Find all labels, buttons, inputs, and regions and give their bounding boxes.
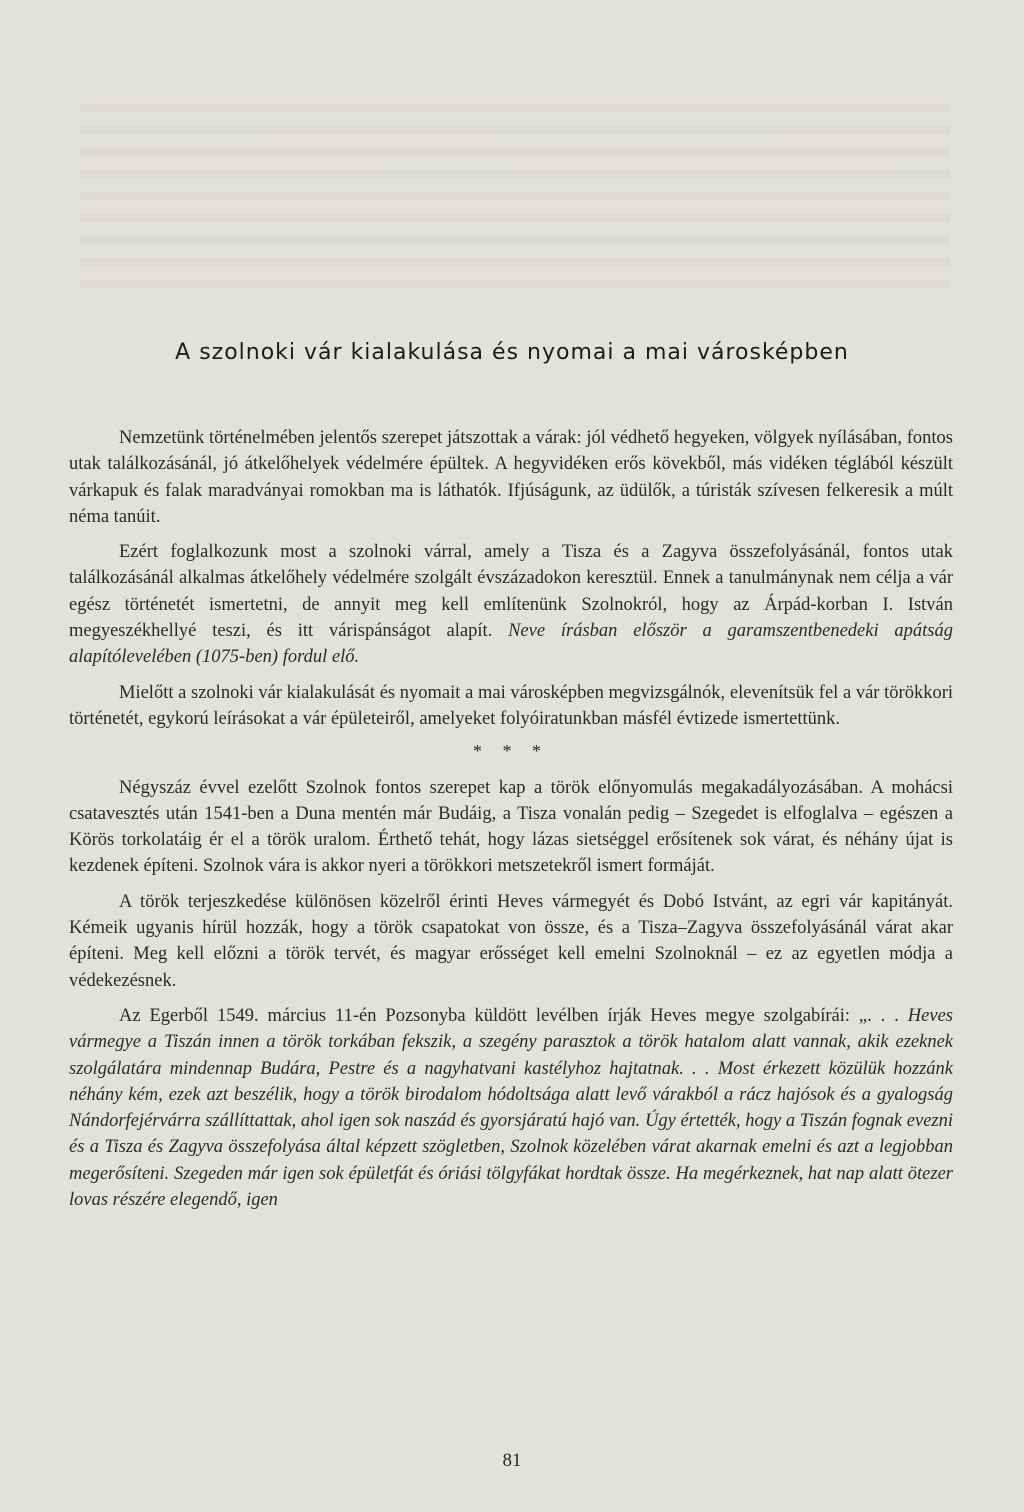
paragraph-4: Négyszáz évvel ezelőtt Szolnok fontos szerepet kap a török előnyomulás megakadályozásában. A mohácsi csatavesztés után 1541-ben a Duna mentén már Budáig, a Tisza vonalán pedig – Szegedet is elfoglalva – egészen a Körös torkolatáig ér el a török uralom. Érthető tehát, hogy lázas sietséggel erősítenek sok várat, és néhány újat is kezdenek építeni. Szolnok vára is akkor nyeri a törökkori metszetekről ismert formáját. [69, 777, 953, 877]
paragraph-6 [69, 1003, 953, 1213]
article-title: A szolnoki vár kialakulása és nyomai a mai városképben [175, 340, 849, 365]
paragraph-3: Mielőtt a szolnoki vár kialakulását és nyomait a mai városképben megvizsgálnók, elevenítsük fel a vár törökkori történetét, egykorú leírásokat a vár épületeiről, amelyeket folyóiratunkban másfél évtizede ismertettünk. [69, 682, 953, 729]
paragraph-6-quote: Heves vármegye a Tiszán innen a török torkában fekszik, a szegény parasztok a török hatalom alatt vannak, akik ezeknek szolgálatára mindennap Budára, Pestre és a nagyhatvani kastélyhoz hajtatnak. . . Most érkezett közülük hozzánk néhány kém, ezek azt beszélik, hogy a török birodalom hódoltsága alatt levő várakból a rácz hajósok és a gyalogság Nándorfejérvárra szállíttattak, ahol igen sok naszád és gyorsjáratú hajó van. Úgy értették, hogy a Tiszán fognak evezni és a Tisza és Zagyva összefolyása által képzett szögletben, Szolnok közelében várat akarnak emelni és azt a legjobban megerősíteni. Szegeden már igen sok épületfát és óriási tölgyfákat hordtak össze. Ha megérkeznek, hat nap alatt ötezer lovas részére elegendő, igen [69, 1005, 953, 1211]
paragraph-1: Nemzetünk történelmében jelentős szerepet játszottak a várak: jól védhető hegyeken, völgyek nyílásában, fontos utak találkozásánál, jó átkelőhelyek védelmére épültek. A hegyvidéken erős kövekből, más vidéken téglából készült várkapuk és falak maradványai romokban ma is láthatók. Ifjúságunk, az üdülők, a túristák szívesen felkeresik a múlt néma tanúit. [69, 428, 953, 527]
paragraph-2 [69, 539, 953, 670]
paragraph-2-italic: Neve írásban először a garamszentbenedeki apátság alapítólevelében (1075-ben) fordul elő. [69, 621, 953, 668]
paragraph-2-text: Ezért foglalkozunk most a szolnoki várral, amely a Tisza és a Zagyva összefolyásánál, fontos utak találkozásánál alkalmas átkelőhely védelmére szolgált évszázadokon keresztül. Ennek a tanulmánynak nem célja a vár egész történetét ismertetni, de annyit meg kell említenünk Szolnokról, hogy az Árpád-korban I. István megyeszékhellyé teszi, és itt várispánságot alapít. [69, 542, 953, 642]
paragraph-5: A török terjeszkedése különösen közelről érinti Heves vármegyét és Dobó Istvánt, az egri vár kapitányát. Kémeik ugyanis hírül hozzák, hogy a török csapatokat von össze, és a Tisza–Zagyva összefolyásánál várat akar építeni. Meg kell előzni a török tervét, és magyar erősséget kell emelni Szolnoknál – ez az egyetlen módja a védekezésnek. [69, 891, 953, 991]
article-body [69, 425, 953, 1213]
section-separator: * * * [473, 741, 549, 762]
show-through-text [80, 90, 950, 300]
paragraph-6-text: Az Egerből 1549. március 11-én Pozsonyba küldött levélben írják Heves megye szolgabírái: „. . . [119, 1005, 908, 1026]
page-number: 81 [502, 1450, 522, 1471]
